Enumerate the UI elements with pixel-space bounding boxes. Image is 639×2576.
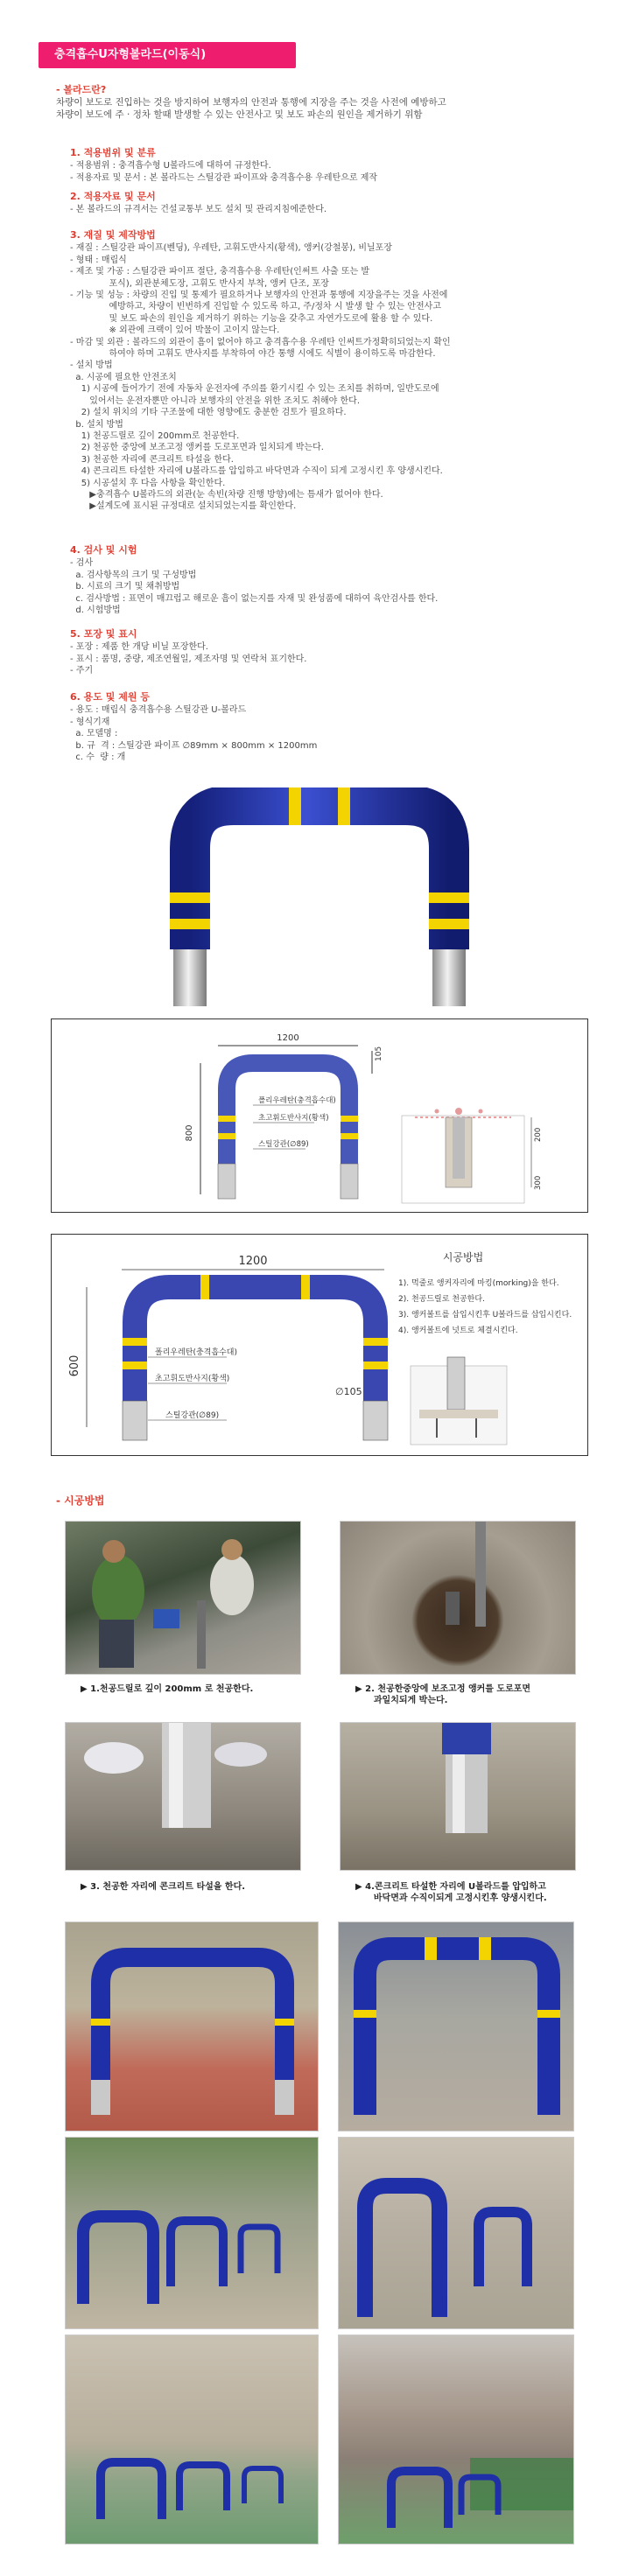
section-line: - 용도 : 매립식 충격흡수용 스틸강관 U-볼라드 [70, 705, 247, 716]
section-heading: 5. 포장 및 표시 [70, 628, 137, 640]
section-line: - 마감 및 외관 : 볼라드의 외관이 흠이 없어야 하고 충격흡수용 우레탄 인써트가정확히되었는지 확인 [70, 337, 451, 347]
section-line: c. 수 량 : 개 [70, 752, 126, 763]
drawing2-pipe-label: 스틸강관(∅89) [165, 1411, 220, 1420]
section-line: a. 모델명 : [70, 729, 118, 739]
drawing2-height-label: 600 [68, 1354, 81, 1377]
drawing1-depth-label: 200 [534, 1127, 543, 1142]
example-photo-4 [338, 2137, 574, 2329]
section-line: - 검사 [70, 558, 94, 569]
section-usage [70, 691, 595, 763]
drawing1-pipe-label: 스틸강관(∅89) [258, 1140, 309, 1149]
example-photo-2 [338, 1922, 574, 2132]
section-line: a. 검사항목의 크기 및 구성방법 [70, 570, 197, 580]
step-caption-3: ▶ 3. 천공한 자리에 콘크리트 타설을 한다. [81, 1882, 246, 1892]
section-line: b. 규 격 : 스틸강관 파이프 ∅89mm × 800mm × 1200mm [70, 740, 318, 751]
section-scope [70, 147, 595, 184]
section-line: 포식), 외관분체도장, 고휘도 반사지 부착, 앵커 단조, 포장 [70, 278, 329, 289]
step-caption-4: ▶ 4.콘크리트 타설한 자리에 U볼라드를 압입하고 [355, 1882, 546, 1892]
section-heading: 6. 용도 및 제원 등 [70, 691, 150, 703]
step-caption-1: ▶ 1.천공드릴로 깊이 200mm 로 천공한다. [81, 1684, 254, 1694]
section-line: b. 설치 방법 [70, 419, 123, 430]
method-title: 시공방법 [442, 1251, 484, 1264]
method-line: 3). 앵커볼트를 삽입시킨후 U볼라드를 삽입시킨다. [398, 1311, 572, 1320]
method-line: 2). 천공드릴로 천공한다. [398, 1295, 485, 1304]
section-packaging [70, 628, 595, 677]
example-photo-1 [65, 1922, 319, 2132]
section-line: - 포장 : 제품 한 개당 비닐 포장한다. [70, 642, 208, 653]
section-line: - 주기 [70, 666, 94, 676]
section-line: 1) 천공드릴로 깊이 200mm로 천공한다. [70, 430, 240, 441]
section-line: ▶설계도에 표시된 규정대로 설치되었는지를 확인한다. [70, 501, 297, 512]
section-line: d. 시험방법 [70, 606, 121, 616]
section-line: - 표시 : 품명, 중량, 제조연월일, 제조자명 및 연락처 표기한다. [70, 654, 307, 664]
section-line: - 형식기재 [70, 717, 110, 727]
section-line: - 재질 : 스틸강관 파이프(벤딩), 우레탄, 고휘도반사지(황색), 앵커(강철봉), 비닐포장 [70, 243, 392, 254]
section-line: - 적용자료 및 문서 : 본 볼라드는 스틸강관 파이프와 충격흡수용 우레탄으로 제작 [70, 172, 378, 183]
section-line: - 설치 방법 [70, 360, 113, 371]
section-line: 2) 설치 위치의 기타 구조물에 대한 영향에도 충분한 검토가 필요하다. [70, 408, 347, 418]
drawing1-width-label: 1200 [277, 1033, 299, 1043]
section-line: 3) 천공한 자리에 콘크리트 타설을 한다. [70, 454, 234, 465]
drawing2-dia-label: ∅105 [335, 1386, 362, 1397]
drawing1-reflector-label: 초고휘도반사지(황색) [258, 1114, 329, 1123]
step-caption-2b: 과일치되게 박는다. [355, 1696, 448, 1705]
technical-drawing-2 [51, 1234, 588, 1456]
section-line: 하여야 하며 고휘도 반사지를 부착하여 야간 통행 시에도 식별이 용이하도록 마감한다. [70, 349, 436, 360]
method-line: 1). 먹줄로 앵커자리에 마킹(morking)을 한다. [398, 1279, 559, 1288]
drawing2-width-label: 1200 [238, 1255, 268, 1268]
step-photo-4 [340, 1722, 576, 1871]
section-line: - 적용범위 : 충격흡수형 U볼라드에 대하여 규정한다. [70, 161, 271, 172]
section-heading: 1. 적용범위 및 분류 [70, 147, 156, 158]
section-line: 및 보도 파손의 원인을 제거하기 위하는 기능을 갖추고 자연가도로에 활용 할 수 있다. [70, 313, 433, 324]
section-line: a. 시공에 필요한 안전조치 [70, 372, 177, 382]
method-line: 4). 앵커볼트에 넛트로 체결시킨다. [398, 1326, 518, 1335]
section-line: b. 시료의 크기 및 채취방법 [70, 582, 180, 592]
steps-title: - 시공방법 [56, 1494, 105, 1507]
section-line: - 본 볼라드의 규격서는 건설교통부 보도 설치 및 관리지침에준한다. [70, 205, 327, 215]
drawing1-height-label: 800 [185, 1124, 194, 1142]
section-line: 5) 시공설치 후 다음 사항을 확인한다. [70, 478, 226, 488]
intro-line: 차량이 보도로 진입하는 것을 방지하여 보행자의 안전과 통행에 지장을 주는 것을 사전에 예방하고 [56, 97, 446, 108]
section-line: - 제조 및 가공 : 스틸강관 파이프 절단, 충격흡수용 우레탄(인써트 사출 또는 발 [70, 267, 370, 277]
section-line: c. 검사방법 : 표면이 매끄럽고 해로운 흠이 없는지를 자재 및 완성품에 대하여 육안검사를 한다. [70, 593, 439, 604]
section-line: 2) 천공한 중앙에 보조고정 앵커를 도로포면과 일치되게 박는다. [70, 443, 324, 453]
section-line: ※ 외관에 크랙이 있어 박물이 고이지 않는다. [70, 326, 280, 336]
step-caption-4b: 바닥면과 수직이되게 고정시킨후 양생시킨다. [355, 1894, 547, 1903]
drawing1-base-label: 300 [534, 1175, 543, 1190]
drawing1-top-label: 105 [375, 1046, 383, 1061]
section-material [70, 229, 595, 513]
section-documents [70, 191, 595, 216]
section-line: 예방하고, 차량이 빈번하게 진입할 수 있도록 하고, 주/정차 시 발생 할 수 있는 안전사고 [70, 302, 441, 312]
intro-line: 차량이 보도에 주 · 정차 할때 발생할 수 있는 안전사고 및 보도 파손의 원인을 제거하기 위함 [56, 109, 423, 120]
section-line: - 기능 및 성능 : 차량의 진입 및 통제가 필요하거나 보행자의 안전과 통행에 지장을주는 것을 사전에 [70, 290, 448, 301]
section-line: - 형태 : 매립식 [70, 255, 127, 265]
drawing2-urethane-label: 폴리우레탄(충격흡수대) [155, 1348, 237, 1357]
intro-block [56, 84, 581, 121]
step-photo-1 [65, 1521, 301, 1675]
step-caption-2: ▶ 2. 천공한중앙에 보조고정 앵커를 도로포면 [355, 1684, 531, 1694]
product-photo [131, 788, 508, 1015]
technical-drawing-1 [51, 1018, 588, 1213]
section-line: 1) 시공에 들어가기 전에 자동차 운전자에 주의를 환기시킬 수 있는 조치를 취하며, 일반도로에 [70, 384, 439, 395]
section-line: 4) 콘크리트 타설한 자리에 U볼라드를 압입하고 바닥면과 수직이 되게 고정시킨 후 양생시킨다. [70, 466, 443, 477]
step-photo-2 [340, 1521, 576, 1675]
drawing2-reflector-label: 초고휘도반사지(황색) [155, 1375, 230, 1383]
section-heading: 3. 재질 및 제작방법 [70, 229, 156, 241]
drawing1-urethane-label: 폴리우레탄(충격흡수대) [258, 1096, 336, 1105]
page-title: 충격흡수U자형볼라드(이동식) [39, 42, 296, 68]
step-photo-3 [65, 1722, 301, 1871]
section-heading: 4. 검사 및 시험 [70, 544, 137, 556]
section-line: ▶충격흡수 U볼라드의 외관(눈 속빈(차량 진행 방향)에는 틈새가 없어야 한다. [70, 489, 383, 500]
section-heading: 2. 적용자료 및 문서 [70, 191, 156, 202]
section-inspection [70, 544, 595, 616]
example-photo-6 [338, 2334, 574, 2544]
example-photo-3 [65, 2137, 319, 2329]
intro-heading: - 볼라드란? [56, 84, 107, 95]
section-line: 있어서는 운전자뿐만 아니라 보행자의 안전을 위한 조치도 취해야 한다. [70, 396, 360, 406]
example-photo-5 [65, 2334, 319, 2544]
